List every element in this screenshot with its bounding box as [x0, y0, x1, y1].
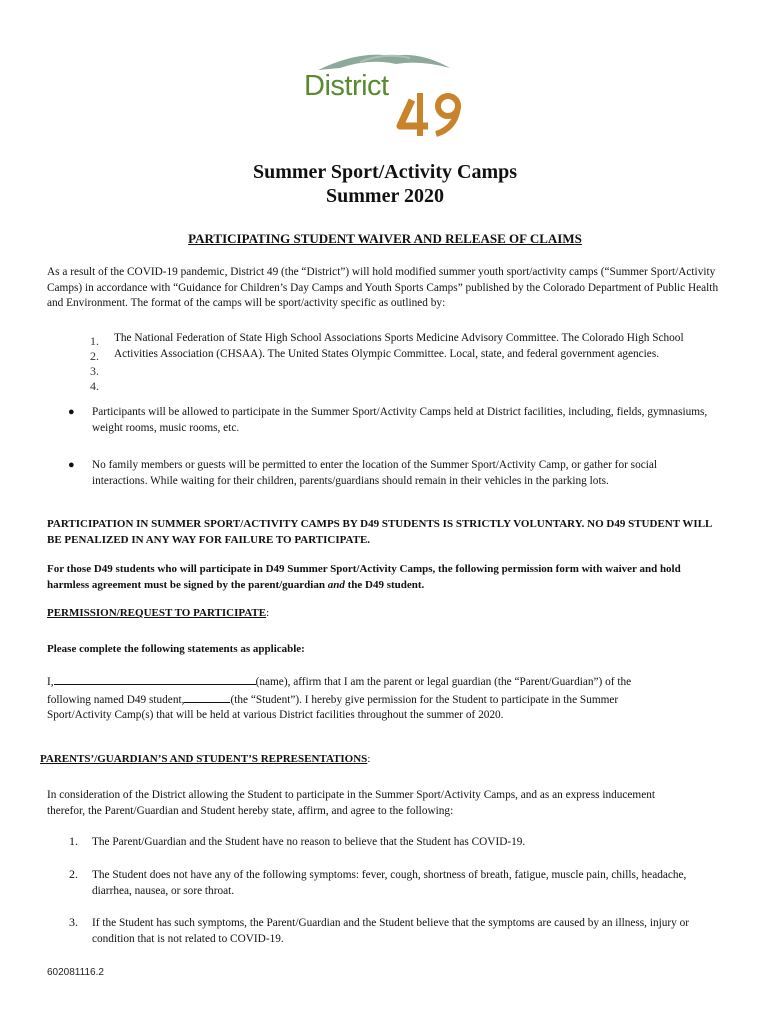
bullet-item: No family members or guests will be permitted to enter the location of the Summer Sport/Activity Camp, or gather for social interactions. While waiting for their children, parents/guardians should remain in their vehicles in the parking lots.	[92, 459, 658, 487]
affirm-after-name: (name), affirm that I am the parent or legal guardian (the “Parent/Guardian”) of the	[255, 676, 632, 688]
representations-heading-text: PARENTS’/GUARDIAN’S AND STUDENT’S REPRESENTATIONS	[40, 753, 368, 765]
representation-number: 3.	[69, 915, 78, 929]
representation-item: The Student does not have any of the following symptoms: fever, cough, shortness of breath, fatigue, muscle pain, chills, headache, diarrhea, nausea, or sore throat.	[92, 869, 687, 897]
outline-number: 4.	[90, 379, 99, 393]
permission-notice-end: the D49 student.	[344, 578, 425, 591]
affirm-start: I,	[47, 676, 54, 688]
outline-number: 1.	[90, 334, 99, 348]
document-code: 602081116.2	[47, 967, 104, 978]
representation-number: 1.	[69, 834, 78, 848]
bullet-item: Participants will be allowed to participate in the Summer Sport/Activity Camps held at District facilities, including, fields, gymnasiums, weight rooms, music rooms, etc.	[92, 406, 708, 434]
outline-number: 2.	[90, 349, 99, 363]
permission-notice-text: For those D49 students who will participate in D49 Summer Sport/Activity Camps, the following permission form with waiver and hold harmless agreement must be signed by the parent/guardian	[47, 563, 681, 591]
page-title	[0, 160, 770, 208]
representation-item: If the Student has such symptoms, the Parent/Guardian and the Student believe that the symptoms are caused by an illness, injury or condition that is not related to COVID-19.	[92, 917, 690, 945]
permission-notice	[47, 562, 717, 593]
affirm-line-3: Sport/Activity Camp(s) that will be held at various District facilities throughout the summer of 2020.	[47, 709, 504, 721]
title-line-2: Summer 2020	[326, 185, 444, 207]
representation-number: 2.	[69, 867, 78, 881]
permission-heading-text: PERMISSION/REQUEST TO PARTICIPATE	[47, 607, 267, 619]
affirm-student-label: following named D49 student,	[47, 693, 185, 706]
representations-heading-colon: :	[367, 753, 371, 765]
representation-item: The Parent/Guardian and the Student have no reason to believe that the Student has COVID-19.	[92, 836, 526, 848]
permission-heading-colon: :	[266, 607, 270, 619]
district-49-logo	[300, 48, 475, 138]
complete-instruction: Please complete the following statements as applicable:	[47, 643, 305, 655]
affirm-after-student: (the “Student”). I hereby give permission for the Student to participate in the Summer	[230, 693, 619, 706]
bullet-icon: ●	[68, 459, 75, 471]
permission-heading	[47, 606, 269, 622]
document-subtitle: PARTICIPATING STUDENT WAIVER AND RELEASE OF CLAIMS	[188, 231, 582, 246]
name-blank-field[interactable]	[54, 673, 256, 685]
affirm-paragraph	[47, 673, 727, 724]
logo-wordmark: District	[304, 70, 389, 102]
bullet-icon: ●	[68, 406, 75, 418]
outline-number: 3.	[90, 364, 99, 378]
student-blank-field[interactable]	[184, 691, 230, 703]
permission-notice-emphasis: and	[327, 578, 345, 591]
representations-heading	[40, 752, 370, 768]
representations-intro: In consideration of the District allowing the Student to participate in the Summer Sport/Activity Camps, and as an express inducement therefor, the Parent/Guardian and Student hereby state, affirm, and agree to the following:	[47, 789, 656, 817]
outline-numbers	[90, 334, 99, 394]
outline-text: The National Federation of State High School Associations Sports Medicine Advisory Committee. The Colorado High School Activities Association (CHSAA). The United States Olympic Committee. Local, state, and federal government agencies.	[114, 332, 684, 360]
title-line-1: Summer Sport/Activity Camps	[252, 161, 518, 183]
voluntary-notice: PARTICIPATION IN SUMMER SPORT/ACTIVITY CAMPS BY D49 STUDENTS IS STRICTLY VOLUNTARY. NO D49 STUDENT WILL BE PENALIZED IN ANY WAY FOR FAILURE TO PARTICIPATE.	[47, 518, 712, 546]
intro-paragraph: As a result of the COVID-19 pandemic, District 49 (the “District”) will hold modified summer youth sport/activity camps (“Summer Sport/Activity Camps) in accordance with “Guidance for Children’s Day Camps and Youth Sports Camps” published by the Colorado Department of Public Health and Environment. The format of the camps will be sport/activity specific as outlined by:	[47, 266, 719, 309]
